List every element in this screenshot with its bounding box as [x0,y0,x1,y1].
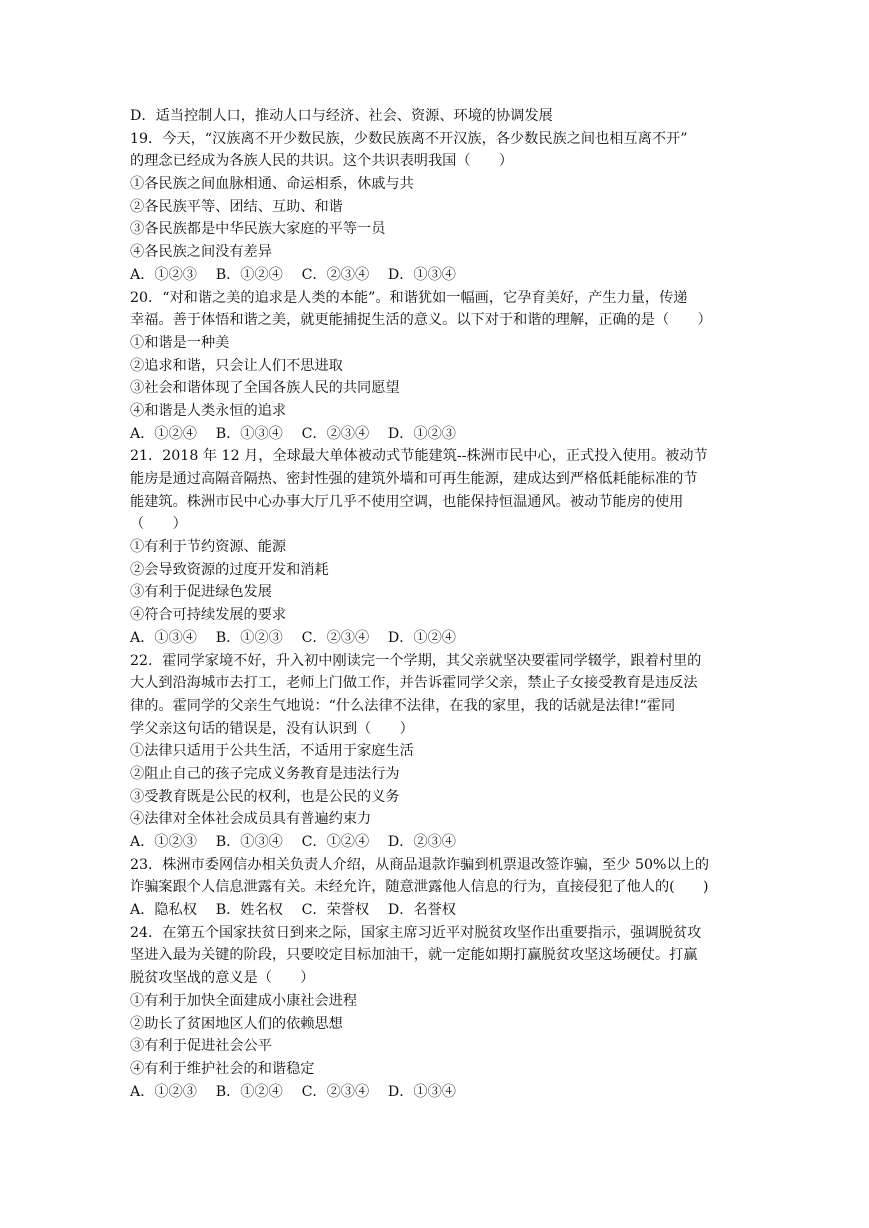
question-stem-line: 24．在第五个国家扶贫日到来之际，国家主席习近平对脱贫攻坚作出重要指示，强调脱贫攻 [130,924,702,941]
question-stem-line: 坚进入最为关键的阶段，只要咬定目标加油干，就一定能如期打赢脱贫攻坚这场硬仗。打赢 [130,947,698,964]
statement-item: ④和谐是人类永恒的追求 [130,402,287,419]
statement-item: ②助长了贫困地区人们的依赖思想 [130,1015,343,1032]
question-stem-line: 能建筑。株洲市民中心办事大厅几乎不使用空调，也能保持恒温通风。被动节能房的使用 [130,493,684,510]
question-stem-line: 21．2018 年 12 月，全球最大单体被动式节能建筑--株洲市民中心，正式投入使用。被动节 [130,448,708,465]
statement-item: ②各民族平等、团结、互助、和谐 [130,198,343,215]
question-stem-line: 能房是通过高隔音隔热、密封性强的建筑外墙和可再生能源，建成达到严格低耗能标准的节 [130,471,698,487]
question-stem-line: 幸福。善于体悟和谐之美，就更能捕捉生活的意义。以下对于和谐的理解，正确的是（ ） [130,312,712,329]
question-stem-line: （ ） [130,516,187,533]
question-block [130,650,742,854]
statement-item: ③各民族都是中华民族大家庭的平等一员 [130,221,386,238]
question-block [130,922,742,1104]
question-block [130,445,742,649]
question-stem-line: 诈骗案跟个人信息泄露有关。未经允许，随意泄露他人信息的行为，直接侵犯了他人的( ) [130,879,709,896]
question-stem-line: 23．株洲市委网信办相关负责人介绍，从商品退款诈骗到机票退改签诈骗，至少 50%以上的 [130,856,710,873]
statement-item: ④符合可持续发展的要求 [130,607,287,624]
statement-item: ④各民族之间没有差异 [130,244,272,261]
question-block [130,287,742,446]
statement-item: ①有利于节约资源、能源 [130,539,287,556]
exam-page [130,105,742,1103]
statement-item: ①各民族之间血脉相通、命运相系，休戚与共 [130,176,414,193]
statement-item: ③受教育既是公民的权利，也是公民的义务 [130,788,400,805]
option-line: A．①③④ B．①②③ C．②③④ D．①②④ [130,629,456,646]
question-list [130,128,742,1104]
statement-item: ④有利于维护社会的和谐稳定 [130,1060,315,1077]
statement-item: ③有利于促进社会公平 [130,1038,272,1055]
statement-item: ②追求和谐，只会让人们不思进取 [130,357,343,374]
option-line: A．①②④ B．①③④ C．②③④ D．①②③ [130,425,456,442]
statement-item: ②会导致资源的过度开发和消耗 [130,561,329,578]
question-block [130,128,742,287]
statement-item: ④法律对全体社会成员具有普遍约束力 [130,811,372,828]
option-line: D．适当控制人口，推动人口与经济、社会、资源、环境的协调发展 [130,108,553,124]
question-stem-line: 22．霍同学家境不好，升入初中刚读完一个学期，其父亲就坚决要霍同学辍学，跟着村里的 [130,652,702,669]
question-stem-line: 20．“对和谐之美的追求是人类的本能”。和谐犹如一幅画，它孕育美好，产生力量，传递 [130,289,688,306]
question-stem-line: 大人到沿海城市去打工，老师上门做工作，并告诉霍同学父亲，禁止子女接受教育是违反法 [130,675,698,692]
question-stem-line: 19．今天，“汉族离不开少数民族，少数民族离不开汉族，各少数民族之间也相互离不开” [130,130,688,147]
question-stem-line: 学父亲这句话的错误是，没有认识到（ ） [130,720,414,737]
question-stem-line: 律的。霍同学的父亲生气地说：“什么法律不法律，在我的家里，我的话就是法律!“霍同 [130,697,676,714]
question-stem-line: 的理念已经成为各族人民的共识。这个共识表明我国（ ） [130,153,514,170]
statement-item: ②阻止自己的孩子完成义务教育是违法行为 [130,765,400,782]
option-line: A．①②③ B．①②④ C．②③④ D．①③④ [130,266,456,283]
option-line: A．①②③ B．①③④ C．①②④ D．②③④ [130,834,456,850]
statement-item: ①有利于加快全面建成小康社会进程 [130,992,358,1009]
option-line: A．隐私权 B．姓名权 C．荣誉权 D．名誉权 [130,902,456,919]
statement-item: ③社会和谐体现了全国各族人民的共同愿望 [130,380,400,397]
statement-item: ①法律只适用于公共生活，不适用于家庭生活 [130,743,414,760]
option-line: A．①②③ B．①②④ C．②③④ D．①③④ [130,1083,456,1100]
statement-item: ③有利于促进绿色发展 [130,584,272,601]
statement-item: ①和谐是一种美 [130,334,230,351]
question-block [130,854,742,922]
question-stem-line: 脱贫攻坚战的意义是（ ） [130,970,315,987]
